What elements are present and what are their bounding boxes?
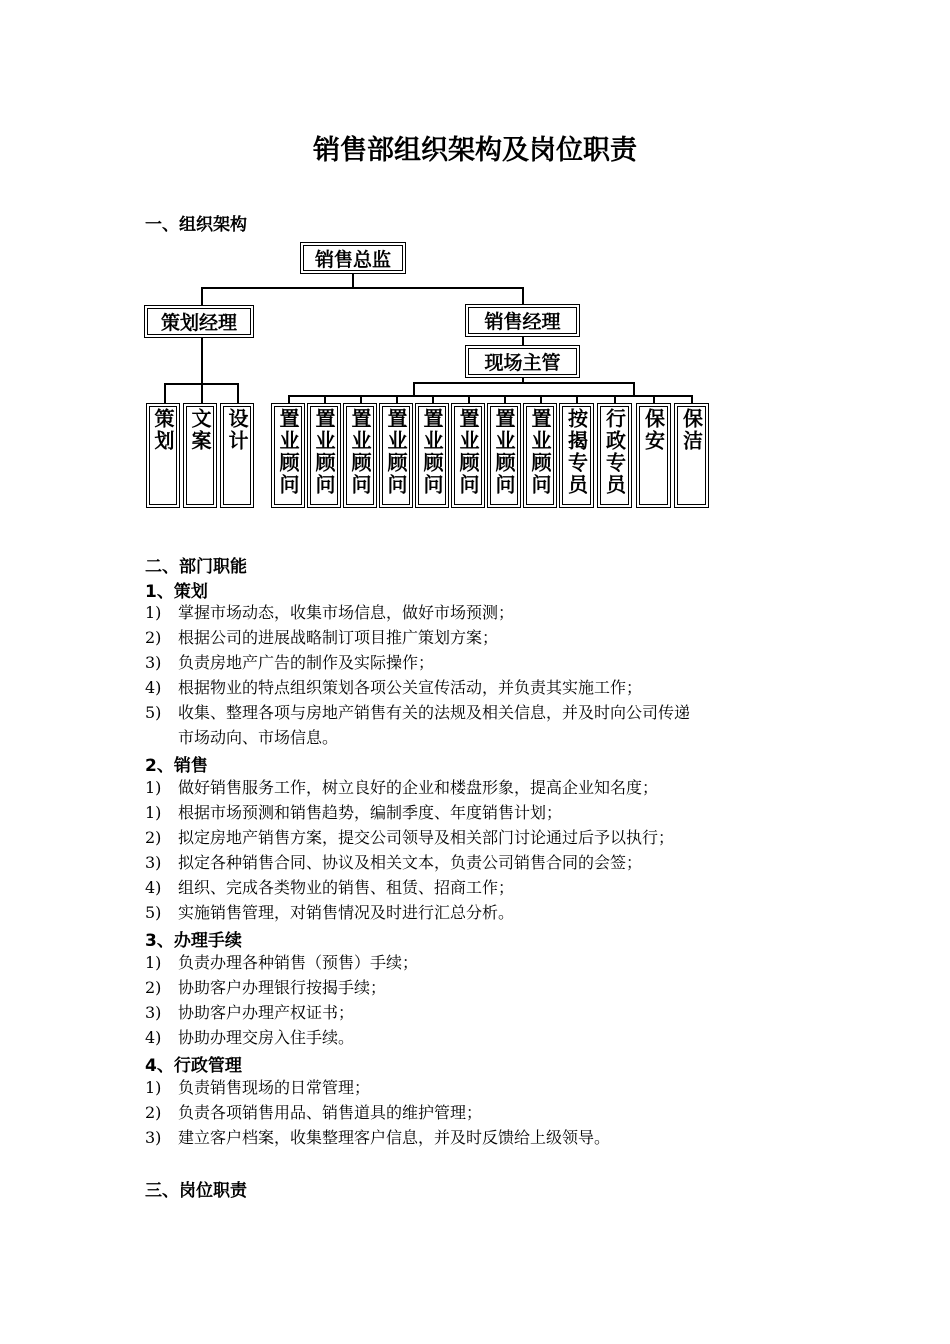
section-heading-duties: 三、岗位职责 [145,1181,247,1201]
connector [653,395,655,403]
list-item: 4) 组织、完成各类物业的销售、租赁、招商工作； [145,878,515,897]
connector [413,382,415,395]
org-box-sales-manager: 销售经理 [465,304,580,337]
connector [324,395,326,403]
org-box-property-consultant: 置业顾问 [307,403,341,508]
list-item: 1) 做好销售服务工作，树立良好的企业和楼盘形象，提高企业知名度； [145,778,659,797]
list-item: 1) 根据市场预测和销售趋势，编制季度、年度销售计划； [145,803,563,822]
connector [288,395,692,397]
page-title: 销售部组织架构及岗位职责 [313,135,637,166]
connector [164,383,166,403]
list-item: 5) 实施销售管理，对销售情况及时进行汇总分析。 [145,903,515,922]
org-box-designer: 设计 [220,403,254,508]
org-box-planning-manager: 策划经理 [144,305,254,338]
list-item: 2) 根据公司的进展战略制订项目推广策划方案； [145,628,499,647]
section-heading-functions: 二、部门职能 [145,557,247,577]
list-item: 2) 负责各项销售用品、销售道具的维护管理； [145,1103,483,1122]
subsection-heading-admin: 4、行政管理 [145,1056,242,1076]
connector [201,338,203,384]
org-box-property-consultant: 置业顾问 [523,403,557,508]
connector [432,395,434,403]
org-box-admin-specialist: 行政专员 [597,403,632,508]
connector [396,395,398,403]
connector [691,395,693,403]
connector [288,395,290,403]
list-item: 1) 负责销售现场的日常管理； [145,1078,371,1097]
connector [614,395,616,403]
connector [468,395,470,403]
list-item: 3) 拟定各种销售合同、协议及相关文本，负责公司销售合同的会签； [145,853,643,872]
org-box-property-consultant: 置业顾问 [271,403,305,508]
org-box-property-consultant: 置业顾问 [415,403,449,508]
list-item: 4) 协助办理交房入住手续。 [145,1028,355,1047]
connector [540,395,542,403]
subsection-heading-planning: 1、策划 [145,582,208,602]
connector [522,287,524,304]
list-item: 1) 掌握市场动态，收集市场信息，做好市场预测； [145,603,515,622]
list-item: 3) 负责房地产广告的制作及实际操作； [145,653,435,672]
org-box-planning-staff: 策划 [146,403,180,508]
connector [201,287,203,305]
connector [360,395,362,403]
connector [633,382,635,395]
section-heading-org: 一、组织架构 [145,215,247,235]
org-box-security: 保安 [636,403,671,508]
list-item: 5) 收集、整理各项与房地产销售有关的法规及相关信息，并及时向公司传递 市场动向、市场信息。 [145,703,691,747]
list-item: 2) 拟定房地产销售方案，提交公司领导及相关部门讨论通过后予以执行； [145,828,675,847]
connector [576,395,578,403]
subsection-heading-procedures: 3、办理手续 [145,931,242,951]
connector [201,383,203,403]
connector [413,382,634,384]
subsection-heading-sales: 2、销售 [145,756,208,776]
list-item: 3) 协助客户办理产权证书； [145,1003,355,1022]
connector [352,274,354,287]
org-box-property-consultant: 置业顾问 [343,403,377,508]
org-box-cleaning: 保洁 [674,403,709,508]
org-box-mortgage-specialist: 按揭专员 [559,403,594,508]
org-box-property-consultant: 置业顾问 [487,403,521,508]
list-item: 1) 负责办理各种销售（预售）手续； [145,953,419,972]
org-box-copywriter: 文案 [183,403,217,508]
org-box-sales-director: 销售总监 [300,242,406,274]
org-box-site-supervisor: 现场主管 [465,345,580,378]
list-item: 2) 协助客户办理银行按揭手续； [145,978,387,997]
list-item: 3) 建立客户档案，收集整理客户信息，并及时反馈给上级领导。 [145,1128,611,1147]
connector [504,395,506,403]
connector [237,383,239,403]
org-box-property-consultant: 置业顾问 [379,403,413,508]
connector [201,287,523,289]
connector [522,337,524,345]
org-box-property-consultant: 置业顾问 [451,403,485,508]
list-item: 4) 根据物业的特点组织策划各项公关宣传活动，并负责其实施工作； [145,678,643,697]
